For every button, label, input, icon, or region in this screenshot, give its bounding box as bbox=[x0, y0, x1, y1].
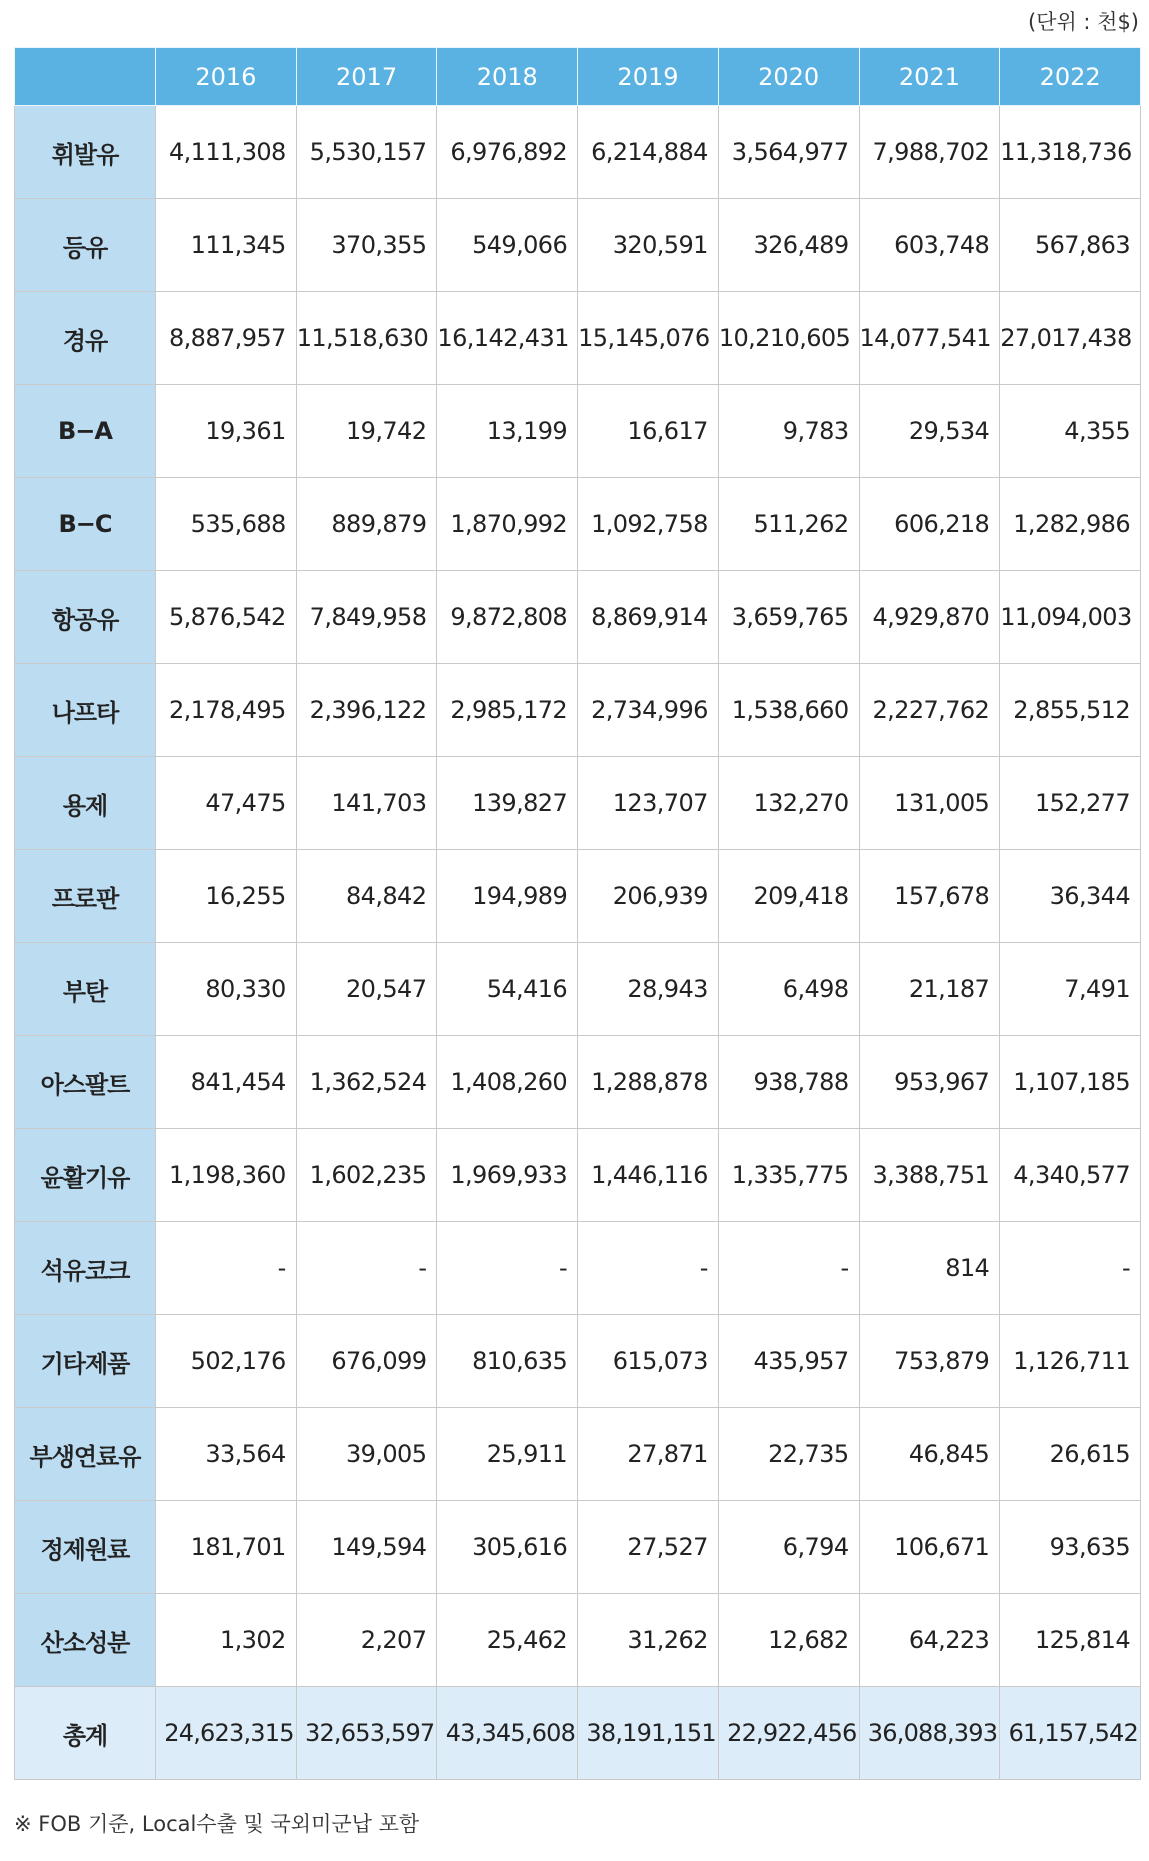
table-cell: 8,887,957 bbox=[156, 292, 297, 385]
table-cell: 535,688 bbox=[156, 478, 297, 571]
table-cell: 9,783 bbox=[718, 385, 859, 478]
footnote: ※ FOB 기준, Local수출 및 국외미군납 포함 bbox=[14, 1812, 420, 1836]
table-cell: 603,748 bbox=[859, 199, 1000, 292]
table-row bbox=[15, 1315, 1141, 1408]
table-cell: 7,849,958 bbox=[296, 571, 437, 664]
table-cell: 5,876,542 bbox=[156, 571, 297, 664]
table-row bbox=[15, 943, 1141, 1036]
table-cell: 36,344 bbox=[1000, 850, 1141, 943]
table-cell: 24,623,315 bbox=[156, 1687, 297, 1780]
table-cell: 370,355 bbox=[296, 199, 437, 292]
table-cell: 511,262 bbox=[718, 478, 859, 571]
table-cell: 2,227,762 bbox=[859, 664, 1000, 757]
column-header: 2020 bbox=[718, 48, 859, 106]
table-cell: 2,396,122 bbox=[296, 664, 437, 757]
table-cell: 26,615 bbox=[1000, 1408, 1141, 1501]
table-cell: 141,703 bbox=[296, 757, 437, 850]
table-cell: 7,988,702 bbox=[859, 106, 1000, 199]
row-label: 석유코크 bbox=[15, 1222, 156, 1315]
column-header: 2021 bbox=[859, 48, 1000, 106]
table-row bbox=[15, 850, 1141, 943]
row-label: B−A bbox=[15, 385, 156, 478]
table-cell: 3,564,977 bbox=[718, 106, 859, 199]
table-row bbox=[15, 1222, 1141, 1315]
table-cell: 1,602,235 bbox=[296, 1129, 437, 1222]
table-cell: 106,671 bbox=[859, 1501, 1000, 1594]
table-cell: 54,416 bbox=[437, 943, 578, 1036]
table-cell: 1,107,185 bbox=[1000, 1036, 1141, 1129]
table-cell: 64,223 bbox=[859, 1594, 1000, 1687]
row-label: 부탄 bbox=[15, 943, 156, 1036]
table-cell: 2,734,996 bbox=[578, 664, 719, 757]
table-cell: 326,489 bbox=[718, 199, 859, 292]
table-cell: 753,879 bbox=[859, 1315, 1000, 1408]
table-cell: 14,077,541 bbox=[859, 292, 1000, 385]
table-cell: 209,418 bbox=[718, 850, 859, 943]
table-cell: 38,191,151 bbox=[578, 1687, 719, 1780]
table-cell: 80,330 bbox=[156, 943, 297, 1036]
table-cell: 131,005 bbox=[859, 757, 1000, 850]
table-cell: 1,335,775 bbox=[718, 1129, 859, 1222]
table-cell: 567,863 bbox=[1000, 199, 1141, 292]
table-cell: 814 bbox=[859, 1222, 1000, 1315]
table-row bbox=[15, 385, 1141, 478]
table-cell: 2,985,172 bbox=[437, 664, 578, 757]
table-cell: 21,187 bbox=[859, 943, 1000, 1036]
table-cell: 43,345,608 bbox=[437, 1687, 578, 1780]
row-label: 부생연료유 bbox=[15, 1408, 156, 1501]
row-label: B−C bbox=[15, 478, 156, 571]
table-row bbox=[15, 757, 1141, 850]
row-label: 산소성분 bbox=[15, 1594, 156, 1687]
total-row bbox=[15, 1687, 1141, 1780]
row-label: 휘발유 bbox=[15, 106, 156, 199]
export-table bbox=[14, 47, 1141, 1780]
table-cell: 13,199 bbox=[437, 385, 578, 478]
table-cell: 2,178,495 bbox=[156, 664, 297, 757]
column-header: 2017 bbox=[296, 48, 437, 106]
table-cell: 6,498 bbox=[718, 943, 859, 1036]
table-cell: 502,176 bbox=[156, 1315, 297, 1408]
row-label: 경유 bbox=[15, 292, 156, 385]
table-cell: 84,842 bbox=[296, 850, 437, 943]
table-cell: 3,388,751 bbox=[859, 1129, 1000, 1222]
table-cell: 6,976,892 bbox=[437, 106, 578, 199]
column-header: 2019 bbox=[578, 48, 719, 106]
table-cell: 22,735 bbox=[718, 1408, 859, 1501]
table-cell: 1,538,660 bbox=[718, 664, 859, 757]
table-cell: - bbox=[437, 1222, 578, 1315]
row-label: 항공유 bbox=[15, 571, 156, 664]
table-cell: 125,814 bbox=[1000, 1594, 1141, 1687]
table-cell: 39,005 bbox=[296, 1408, 437, 1501]
table-cell: - bbox=[718, 1222, 859, 1315]
table-cell: 606,218 bbox=[859, 478, 1000, 571]
table-cell: 1,446,116 bbox=[578, 1129, 719, 1222]
table-cell: 615,073 bbox=[578, 1315, 719, 1408]
table-cell: 1,302 bbox=[156, 1594, 297, 1687]
table-cell: 28,943 bbox=[578, 943, 719, 1036]
table-row bbox=[15, 1408, 1141, 1501]
table-cell: 15,145,076 bbox=[578, 292, 719, 385]
table-cell: 206,939 bbox=[578, 850, 719, 943]
table-cell: - bbox=[1000, 1222, 1141, 1315]
table-cell: 123,707 bbox=[578, 757, 719, 850]
row-label: 기타제품 bbox=[15, 1315, 156, 1408]
table-cell: 36,088,393 bbox=[859, 1687, 1000, 1780]
table-cell: 31,262 bbox=[578, 1594, 719, 1687]
column-header: 2018 bbox=[437, 48, 578, 106]
table-cell: 4,111,308 bbox=[156, 106, 297, 199]
table-cell: 33,564 bbox=[156, 1408, 297, 1501]
table-cell: 6,794 bbox=[718, 1501, 859, 1594]
table-cell: 25,462 bbox=[437, 1594, 578, 1687]
table-cell: 3,659,765 bbox=[718, 571, 859, 664]
table-cell: 676,099 bbox=[296, 1315, 437, 1408]
row-label: 프로판 bbox=[15, 850, 156, 943]
table-cell: 953,967 bbox=[859, 1036, 1000, 1129]
row-label: 정제원료 bbox=[15, 1501, 156, 1594]
table-cell: 194,989 bbox=[437, 850, 578, 943]
table-cell: 149,594 bbox=[296, 1501, 437, 1594]
table-cell: 2,207 bbox=[296, 1594, 437, 1687]
table-cell: 1,126,711 bbox=[1000, 1315, 1141, 1408]
table-cell: 27,017,438 bbox=[1000, 292, 1141, 385]
table-cell: 6,214,884 bbox=[578, 106, 719, 199]
row-label: 용제 bbox=[15, 757, 156, 850]
table-cell: 27,871 bbox=[578, 1408, 719, 1501]
table-cell: 938,788 bbox=[718, 1036, 859, 1129]
table-row bbox=[15, 1501, 1141, 1594]
table-cell: 1,288,878 bbox=[578, 1036, 719, 1129]
table-cell: 20,547 bbox=[296, 943, 437, 1036]
table-cell: 1,969,933 bbox=[437, 1129, 578, 1222]
table-cell: 1,870,992 bbox=[437, 478, 578, 571]
table-cell: 16,142,431 bbox=[437, 292, 578, 385]
table-cell: 1,408,260 bbox=[437, 1036, 578, 1129]
table-cell: - bbox=[156, 1222, 297, 1315]
row-label: 등유 bbox=[15, 199, 156, 292]
table-cell: 1,198,360 bbox=[156, 1129, 297, 1222]
table-cell: 27,527 bbox=[578, 1501, 719, 1594]
table-row bbox=[15, 1129, 1141, 1222]
table-cell: 1,092,758 bbox=[578, 478, 719, 571]
row-label: 총계 bbox=[15, 1687, 156, 1780]
table-cell: 10,210,605 bbox=[718, 292, 859, 385]
table-cell: 1,282,986 bbox=[1000, 478, 1141, 571]
table-row bbox=[15, 1036, 1141, 1129]
table-cell: 11,094,003 bbox=[1000, 571, 1141, 664]
table-cell: 549,066 bbox=[437, 199, 578, 292]
table-row bbox=[15, 478, 1141, 571]
table-cell: 12,682 bbox=[718, 1594, 859, 1687]
table-cell: 157,678 bbox=[859, 850, 1000, 943]
table-cell: 111,345 bbox=[156, 199, 297, 292]
row-label: 윤활기유 bbox=[15, 1129, 156, 1222]
table-row bbox=[15, 664, 1141, 757]
table-cell: 320,591 bbox=[578, 199, 719, 292]
table-cell: 9,872,808 bbox=[437, 571, 578, 664]
row-label: 아스팔트 bbox=[15, 1036, 156, 1129]
table-cell: 16,617 bbox=[578, 385, 719, 478]
table-cell: 46,845 bbox=[859, 1408, 1000, 1501]
table-cell: 22,922,456 bbox=[718, 1687, 859, 1780]
table-row bbox=[15, 571, 1141, 664]
row-label: 나프타 bbox=[15, 664, 156, 757]
table-cell: 4,355 bbox=[1000, 385, 1141, 478]
table-cell: 435,957 bbox=[718, 1315, 859, 1408]
table-cell: 841,454 bbox=[156, 1036, 297, 1129]
table-cell: 47,475 bbox=[156, 757, 297, 850]
table-cell: 132,270 bbox=[718, 757, 859, 850]
table-cell: 305,616 bbox=[437, 1501, 578, 1594]
table-cell: 810,635 bbox=[437, 1315, 578, 1408]
table-cell: 2,855,512 bbox=[1000, 664, 1141, 757]
table-cell: 152,277 bbox=[1000, 757, 1141, 850]
table-cell: - bbox=[578, 1222, 719, 1315]
table-cell: 5,530,157 bbox=[296, 106, 437, 199]
table-cell: 61,157,542 bbox=[1000, 1687, 1141, 1780]
header-row bbox=[15, 48, 1141, 106]
table-cell: - bbox=[296, 1222, 437, 1315]
table-cell: 889,879 bbox=[296, 478, 437, 571]
column-header: 2016 bbox=[156, 48, 297, 106]
table-cell: 139,827 bbox=[437, 757, 578, 850]
table-cell: 8,869,914 bbox=[578, 571, 719, 664]
table-cell: 29,534 bbox=[859, 385, 1000, 478]
table-cell: 93,635 bbox=[1000, 1501, 1141, 1594]
unit-label: (단위 : 천$) bbox=[1027, 10, 1139, 34]
table-cell: 19,361 bbox=[156, 385, 297, 478]
column-header: 2022 bbox=[1000, 48, 1141, 106]
table-cell: 19,742 bbox=[296, 385, 437, 478]
table-cell: 1,362,524 bbox=[296, 1036, 437, 1129]
table-cell: 181,701 bbox=[156, 1501, 297, 1594]
table-cell: 4,929,870 bbox=[859, 571, 1000, 664]
table-row bbox=[15, 1594, 1141, 1687]
header-corner bbox=[15, 48, 156, 106]
table-cell: 32,653,597 bbox=[296, 1687, 437, 1780]
table-row bbox=[15, 292, 1141, 385]
table-cell: 7,491 bbox=[1000, 943, 1141, 1036]
table-cell: 25,911 bbox=[437, 1408, 578, 1501]
table-cell: 11,318,736 bbox=[1000, 106, 1141, 199]
table-row bbox=[15, 106, 1141, 199]
table-row bbox=[15, 199, 1141, 292]
table-cell: 11,518,630 bbox=[296, 292, 437, 385]
table-cell: 16,255 bbox=[156, 850, 297, 943]
table-cell: 4,340,577 bbox=[1000, 1129, 1141, 1222]
